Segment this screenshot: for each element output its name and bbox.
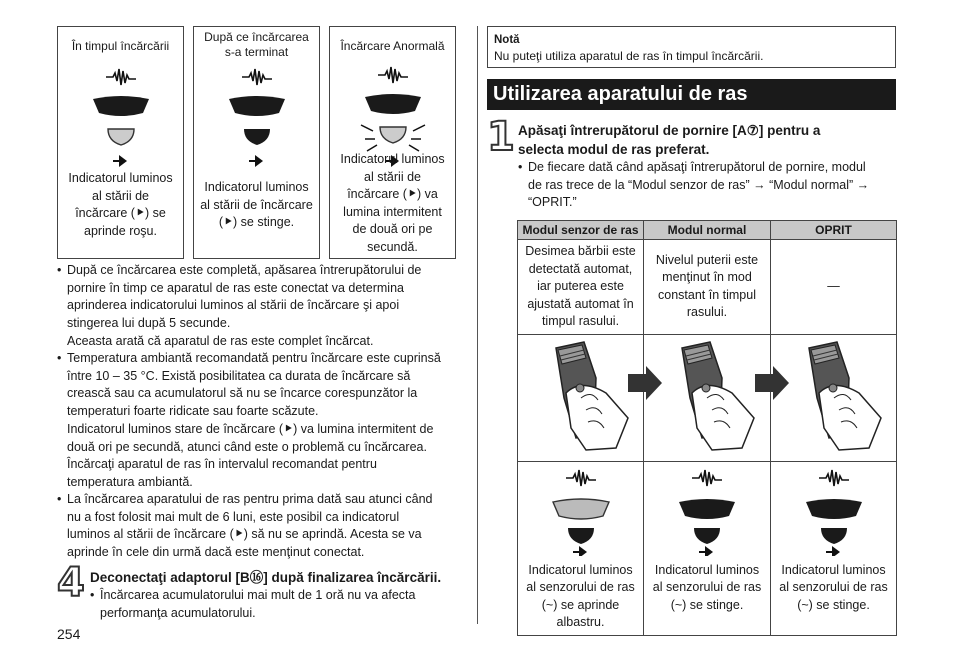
step-number-4: 4: [57, 560, 85, 606]
bullet-first-charge: • La încărcarea aparatului de ras pentru prima dată sau atunci când nu a fost folosit mai mult de 6 luni, este posibil ca indicatorul luminos al stării de încărcare (⯈) să nu se aprindă. Acesta se va aprinde în cele din urmă dacă este menţinut conectat.: [57, 492, 433, 560]
table-cell: Indicatorul luminos al senzorului de ras (~) se aprinde albastru.: [518, 462, 644, 636]
box-title: Încărcare Anormală: [340, 39, 445, 53]
box-caption: Indicatorul luminos al stării de încărcare (⯈) va lumina intermitent de două ori pe secundă.: [340, 152, 445, 254]
shaver-hand-illustration: [657, 338, 757, 453]
step-number-1: 1: [487, 114, 515, 160]
table-cell: Nivelul puterii este menţinut în mod constant în timpul rasului.: [644, 240, 771, 335]
table-header: Modul normal: [644, 221, 771, 240]
table-cell: Desimea bărbii este detectată automat, iar puterea este ajustată automat în timpul rasului.: [518, 240, 644, 335]
table-cell: Indicatorul luminos al senzorului de ras (~) se stinge.: [771, 462, 897, 636]
shaver-hand-illustration: [784, 338, 884, 453]
table-cell-illustration: [644, 334, 771, 462]
section-title: Utilizarea aparatului de ras: [487, 79, 896, 110]
box-caption: Indicatorul luminos al stării de încărcare (⯈) se aprinde roşu.: [68, 171, 173, 238]
step-1-bullet: • De fiecare dată când apăsaţi întrerupătorul de pornire, modul de ras trece de la “Modul senzor de ras” → “Modul normal” → “OPRIT.”: [518, 160, 870, 210]
shaver-indicator-illustration: [91, 67, 151, 177]
box-title: După ce încărcarea s-a terminat: [204, 30, 309, 59]
arrow-right-icon: [628, 366, 662, 400]
step-4-title: Deconectaţi adaptorul [B⑯] după finalizarea încărcării.: [90, 570, 442, 585]
status-box-charging: [57, 26, 184, 259]
box-title: În timpul încărcării: [71, 39, 170, 53]
bullet-full-charge: • După ce încărcarea este completă, apăsarea întrerupătorului de pornire în timp ce aparatul de ras este conectat va determina aprinderea indicatorului luminos al stării de încărcare şi apoi stingerea lui după 5 secunde. Aceasta arată că aparatul de ras este complet încărcat.: [57, 263, 422, 348]
column-divider: [477, 26, 478, 624]
status-box-abnormal: [329, 26, 456, 259]
table-cell-illustration: [771, 334, 897, 462]
note-heading: Notă: [494, 34, 520, 46]
table-cell-illustration: [518, 334, 644, 462]
arrow-right-icon: [755, 366, 789, 400]
table-cell: Indicatorul luminos al senzorului de ras (~) se stinge.: [644, 462, 771, 636]
shaving-modes-table: [517, 220, 897, 636]
sensor-indicator-illustration: [804, 468, 864, 556]
step-4-bullet: • Încărcarea acumulatorului mai mult de 1 oră nu va afecta performanţa acumulatorului.: [90, 588, 416, 620]
table-header: OPRIT: [771, 221, 897, 240]
page-number: 254: [57, 626, 81, 642]
note-box: [487, 26, 896, 68]
box-caption: Indicatorul luminos al stării de încărcare (⯈) se stinge.: [200, 180, 313, 229]
bullet-temperature: • Temperatura ambiantă recomandată pentru încărcare este cuprinsă între 10 – 35 °C. Există posibilitatea ca durata de încărcare să crească sau ca acumulatorul să nu se încarce corespunzător la temperaturi foarte ridicate sau foarte scăzute. Indicatorul luminos stare de încărcare (⯈) va lumina intermitent de două ori pe secundă, atunci când este o problemă cu încărcarea. Încărcaţi aparatul de ras în intervalul recomandat pentru temperatura ambiantă.: [57, 351, 441, 489]
table-cell: —: [771, 240, 897, 335]
table-header: Modul senzor de ras: [518, 221, 644, 240]
note-text: Nu puteţi utiliza aparatul de ras în timpul încărcării.: [494, 49, 764, 63]
sensor-indicator-illustration: [677, 468, 737, 556]
status-box-charged: [193, 26, 320, 259]
shaver-indicator-illustration: [227, 67, 287, 177]
step-1-title: Apăsaţi întrerupătorul de pornire [A⑦] pentru a selecta modul de ras preferat.: [518, 123, 821, 157]
shaver-hand-illustration: [531, 338, 631, 453]
sensor-indicator-illustration: [551, 468, 611, 556]
